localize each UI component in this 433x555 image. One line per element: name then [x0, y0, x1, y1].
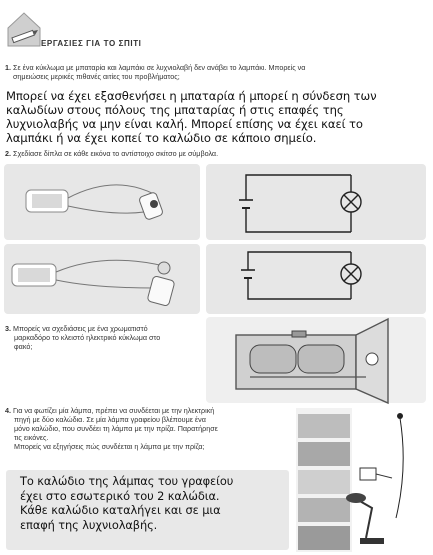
task4-answer-line: επαφή της λυχνιολαβής.: [20, 517, 158, 532]
task4-prompt-line: Μπορείς να εξηγήσεις πώς συνδέεται η λάμπα με την πρίζα;: [14, 442, 205, 451]
task4-answer-box: [6, 470, 289, 550]
circuit-diagram-2: [206, 244, 426, 314]
battery-photo-icon: [4, 244, 200, 314]
task3-prompt: [5, 324, 205, 351]
flashlight-panel: [206, 317, 426, 403]
task4-answer-line: Το καλώδιο της λάμπας του γραφείου: [20, 474, 234, 488]
header: [4, 10, 204, 50]
task2-number: 2.: [5, 149, 11, 158]
task4-prompt-line: τις εικόνες.: [14, 433, 49, 442]
task4-prompt: [5, 406, 295, 451]
flashlight-icon: [206, 317, 426, 403]
task1-answer: [6, 89, 431, 145]
task1-answer-line: Μπορεί να έχει εξασθενήσει η μπαταρία ή μπορεί η σύνδεση των: [6, 89, 377, 103]
page-title: ΕΡΓΑΣΙΕΣ ΓΙΑ ΤΟ ΣΠΙΤΙ: [41, 39, 142, 48]
task3-prompt-line: φακό;: [14, 342, 33, 351]
task4-answer-line: έχει στο εσωτερικό του 2 καλώδια.: [20, 488, 220, 503]
task4-prompt-line: πηγή με δύο καλώδια. Σε μία λάμπα γραφείου βλέπουμε ένα: [14, 415, 206, 424]
desk-lamp-icon: [296, 408, 426, 552]
symbol-panel-1: [206, 164, 426, 240]
photo-circuit-2: [4, 244, 200, 314]
photo-circuit-1: [4, 164, 200, 240]
task3-number: 3.: [5, 324, 11, 333]
task4-prompt-line: μόνο καλώδιο, που συνδέει τη λάμπα με την πρίζα. Παρατήρησε: [14, 424, 218, 433]
task1-answer-line: καλωδίων στους πόλους της μπαταρίας ή στις επαφές της: [6, 103, 344, 117]
task1-answer-line: λαμπάκι ή να έχει κοπεί το καλώδιο σε κάποιο σημείο.: [6, 131, 317, 145]
circuit-diagram-1: [206, 164, 426, 240]
task1-prompt: [5, 63, 429, 81]
task1-answer-line: λυχνιολαβής να μην είναι καλή. Μπορεί επίσης να έχει καεί το: [6, 117, 363, 131]
task1-prompt-line2: σημειώσεις μερικές πιθανές αιτίες του προβλήματος;: [13, 72, 180, 81]
task4-number: 4.: [5, 406, 11, 415]
task1-number: 1.: [5, 63, 11, 72]
task1-prompt-line1: Σε ένα κύκλωμα με μπαταρία και λαμπάκι σε λυχνιολαβή δεν ανάβει το λαμπάκι. Μπορείς να: [13, 63, 306, 72]
task2-prompt-text: Σχεδίασε δίπλα σε κάθε εικόνα το αντίστοιχο σκίτσο με σύμβολα.: [13, 149, 219, 158]
pencil-house-icon: [4, 10, 44, 50]
task4-prompt-line: Για να φωτίζει μία λάμπα, πρέπει να συνδέεται με την ηλεκτρική: [13, 406, 215, 415]
task4-answer-line: Κάθε καλώδιο καταλήγει και σε μια: [20, 503, 221, 517]
task2-prompt: [5, 149, 429, 158]
symbol-panel-2: [206, 244, 426, 314]
battery-photo-icon: [4, 164, 200, 240]
desk-lamp-photo: [296, 408, 426, 552]
task3-prompt-line: μαρκαδόρο το κλειστό ηλεκτρικό κύκλωμα στο: [14, 333, 161, 342]
task3-prompt-line: Μπορείς να σχεδιάσεις με ένα χρωματιστό: [13, 324, 148, 333]
